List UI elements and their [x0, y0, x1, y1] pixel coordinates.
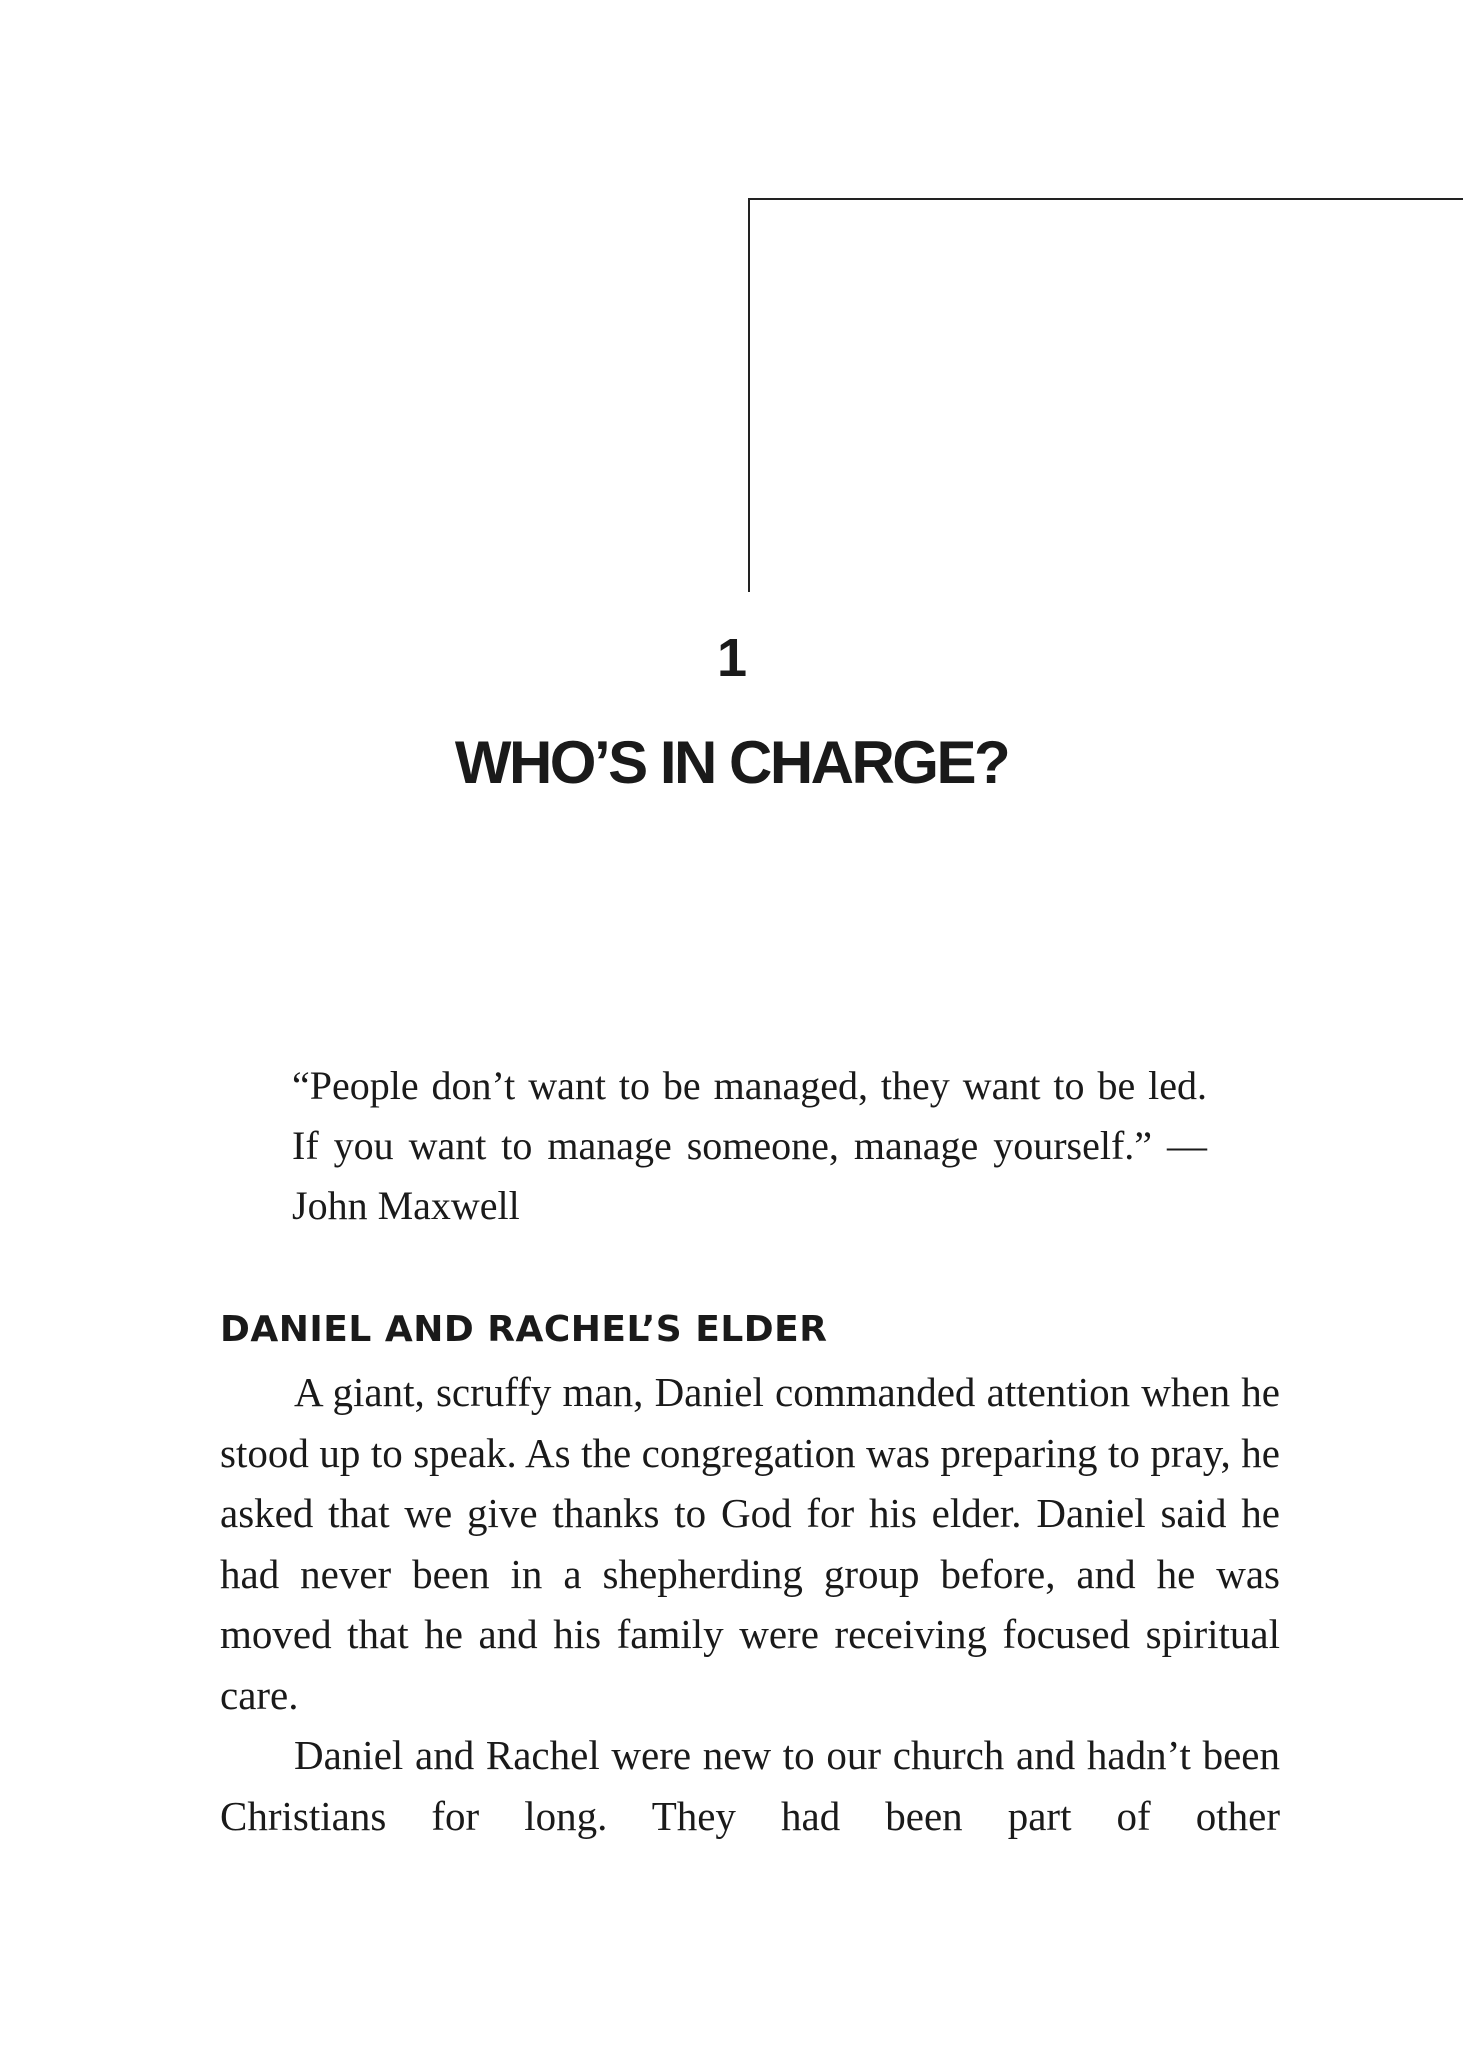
chapter-frame-horizontal-rule — [748, 198, 1463, 200]
section-heading: DANIEL AND RACHEL’S ELDER — [220, 1309, 828, 1350]
chapter-title: WHO’S IN CHARGE? — [454, 729, 1009, 796]
chapter-number: 1 — [716, 628, 747, 688]
body-paragraph: Daniel and Rachel were new to our church and hadn’t been Christians for long. They had been part of other — [220, 1732, 1280, 1839]
epigraph-quote: “People don’t want to be managed, they want to be led. If you want to manage someone, manage yourself.” —John Maxwell — [292, 1063, 1207, 1228]
body-text — [220, 1362, 1280, 1846]
chapter-frame-vertical-rule — [748, 198, 750, 592]
body-paragraph: A giant, scruffy man, Daniel commanded attention when he stood up to speak. As the congregation was preparing to pray, he asked that we give thanks to God for his elder. Daniel said he had never been in a shepherding group before, and he was moved that he and his family were receiving focused spiritual care. — [220, 1369, 1280, 1718]
